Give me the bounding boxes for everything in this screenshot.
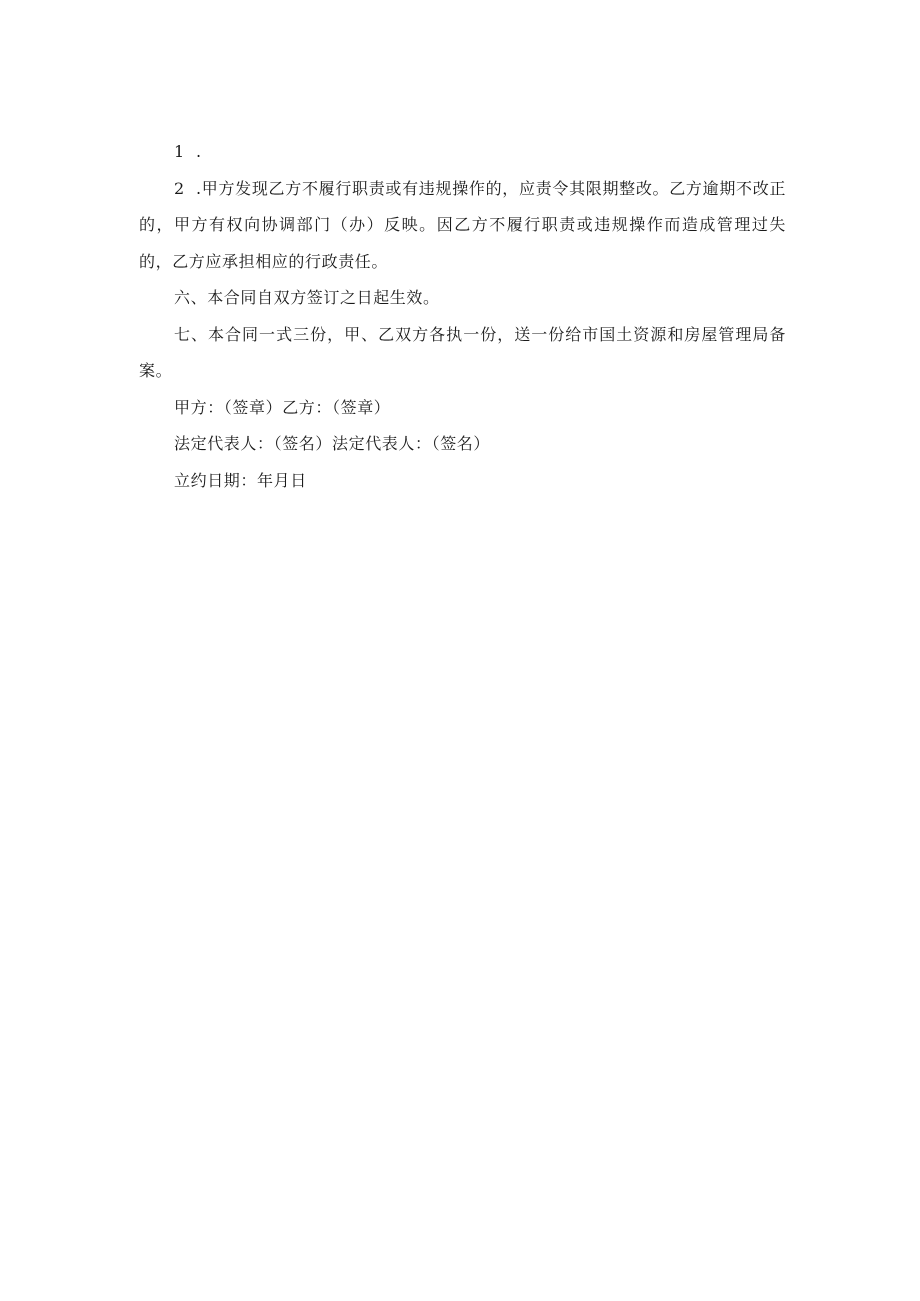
- list-item-2: [139, 171, 786, 281]
- list-item-1: [139, 134, 786, 171]
- list-item-text: .甲方发现乙方不履行职责或有违规操作的，应责令其限期整改。乙方逾期不改正的，甲方有权向协调部门（办）反映。因乙方不履行职责或违规操作而造成管理过失的，乙方应承担相应的行政责任。: [139, 178, 786, 271]
- clause-7: 七、本合同一式三份，甲、乙双方各执一份，送一份给市国土资源和房屋管理局备案。: [139, 324, 786, 380]
- party-seals-line: 甲方：（签章）乙方：（签章）: [174, 397, 391, 417]
- legal-representatives-line: 法定代表人：（签名）法定代表人：（签名）: [174, 434, 491, 453]
- contract-date-line: 立约日期：年月日: [174, 470, 307, 490]
- list-item-number: 1: [174, 142, 185, 161]
- document-body: [139, 134, 786, 499]
- clause-6: 六、本合同自双方签订之日起生效。: [174, 288, 440, 307]
- list-item-text: .: [196, 142, 202, 161]
- list-item-number: 2: [174, 178, 185, 198]
